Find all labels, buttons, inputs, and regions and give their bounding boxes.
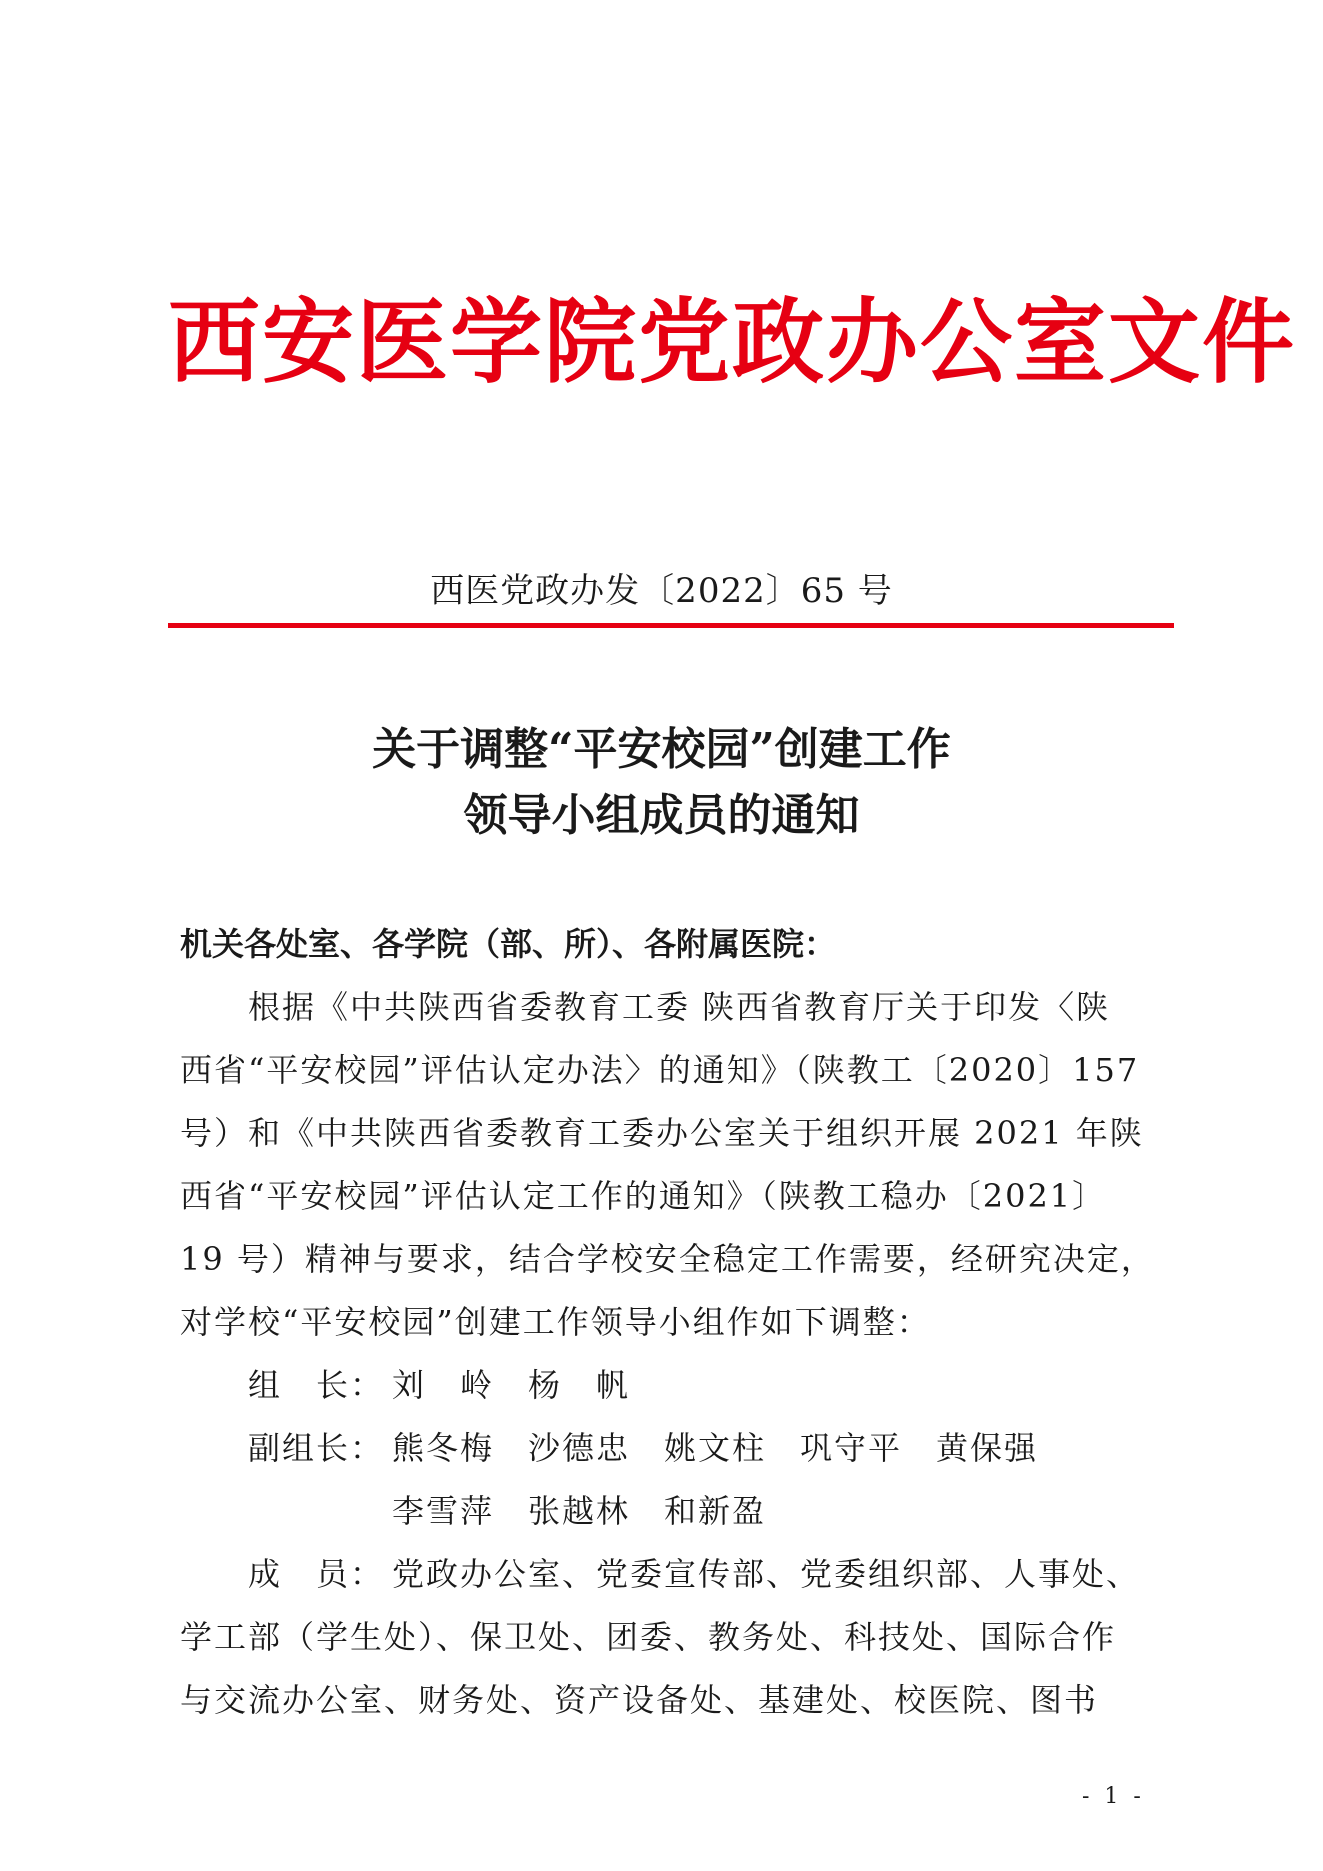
leader-names: 刘 岭 杨 帆 bbox=[392, 1366, 631, 1404]
leader-label: 组 长： bbox=[248, 1366, 385, 1404]
deputy-row bbox=[248, 1424, 1038, 1472]
body-paragraph-line: 西省“平安校园”评估认定工作的通知》（陕教工稳办〔2021〕 bbox=[180, 1177, 1107, 1215]
member-row bbox=[248, 1550, 1140, 1598]
red-divider-line bbox=[168, 623, 1174, 628]
leader-row bbox=[248, 1361, 630, 1409]
deputy-label: 副组长： bbox=[248, 1429, 385, 1467]
notice-title-line-2: 领导小组成员的通知 bbox=[463, 790, 860, 841]
body-paragraph-line: 号）和《中共陕西省委教育工委办公室关于组织开展 2021 年陕 bbox=[180, 1114, 1144, 1152]
document-masthead: 西安医学院党政办公室文件 bbox=[168, 288, 1297, 396]
member-line-3: 与交流办公室、财务处、资产设备处、基建处、校医院、图书 bbox=[180, 1681, 1099, 1719]
body-paragraph-line: 19 号）精神与要求，结合学校安全稳定工作需要，经研究决定， bbox=[180, 1240, 1155, 1278]
notice-title-line-1: 关于调整“平安校园”创建工作 bbox=[372, 724, 951, 775]
body-paragraph-line: 对学校“平安校园”创建工作领导小组作如下调整： bbox=[180, 1303, 931, 1341]
member-label: 成 员： bbox=[248, 1555, 385, 1593]
addressee: 机关各处室、各学院（部、所）、各附属医院： bbox=[180, 925, 837, 963]
deputy-row-continued bbox=[392, 1487, 766, 1535]
deputy-names-line-1: 熊冬梅 沙德忠 姚文柱 巩守平 黄保强 bbox=[392, 1429, 1039, 1467]
member-line-1: 党政办公室、党委宣传部、党委组织部、人事处、 bbox=[392, 1555, 1141, 1593]
page-number: - 1 - bbox=[1082, 1784, 1145, 1809]
document-number: 西医党政办发〔2022〕65 号 bbox=[430, 571, 893, 611]
member-line-2: 学工部（学生处）、保卫处、团委、教务处、科技处、国际合作 bbox=[180, 1618, 1117, 1656]
deputy-names-line-2: 李雪萍 张越林 和新盈 bbox=[392, 1492, 767, 1530]
body-paragraph-line: 根据《中共陕西省委教育工委 陕西省教育厅关于印发〈陕 bbox=[248, 988, 1111, 1026]
body-paragraph-line: 西省“平安校园”评估认定办法〉的通知》（陕教工〔2020〕157 bbox=[180, 1051, 1140, 1089]
